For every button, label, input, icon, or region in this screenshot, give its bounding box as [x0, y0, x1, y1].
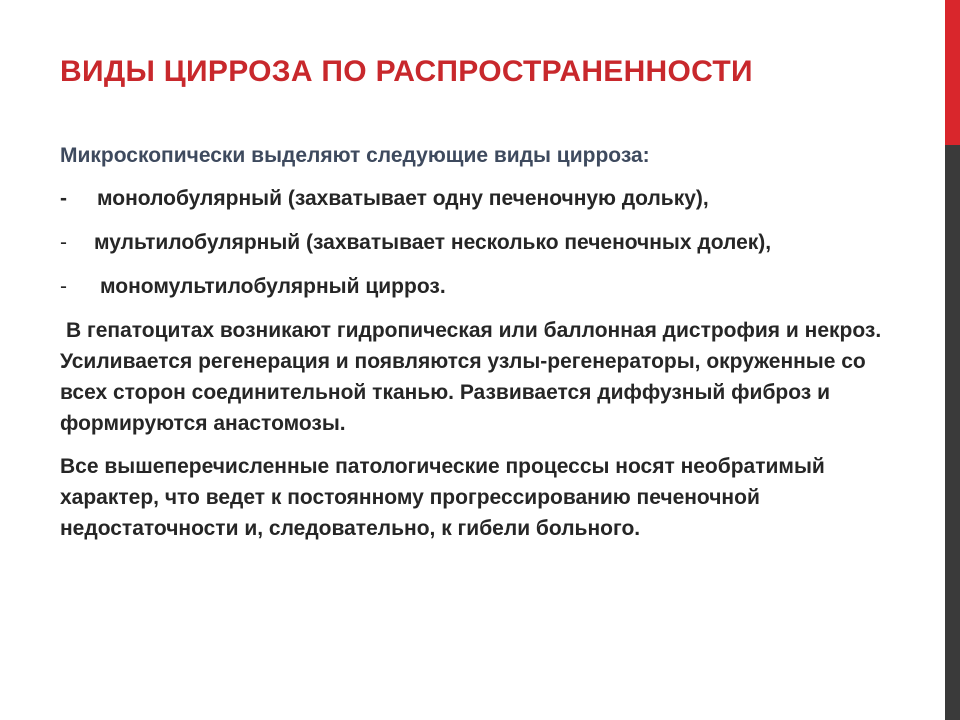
slide-title: ВИДЫ ЦИРРОЗА ПО РАСПРОСТРАНЕННОСТИ: [60, 55, 753, 88]
paragraph-conclusion: Все вышеперечисленные патологические процессы носят необратимый характер, что ведет к постоянному прогрессированию печеночной недостаточности и, следовательно, к гибели больного.: [60, 455, 825, 540]
cirrhosis-types-list: [60, 183, 890, 302]
list-item-multilobular: [60, 227, 890, 258]
intro-text: Микроскопически выделяют следующие виды цирроза:: [60, 144, 650, 167]
list-item-text: монолобулярный (захватывает одну печеночную дольку),: [97, 187, 709, 210]
list-item-text: мультилобулярный (захватывает несколько печеночных долек),: [94, 231, 772, 254]
dash-bullet: -: [60, 231, 67, 254]
list-item-monomultilobular: [60, 271, 890, 302]
dash-bullet: -: [60, 275, 67, 298]
accent-bar-dark: [945, 145, 960, 720]
list-item-text: мономультилобулярный цирроз.: [100, 275, 446, 298]
slide-body: [60, 140, 890, 556]
paragraph-pathogenesis: В гепатоцитах возникают гидропическая или баллонная дистрофия и некроз. Усиливается регенерация и появляются узлы-регенераторы, окруженные со всех сторон соединительной тканью. Развивается диффузный фиброз и формируются анастомозы.: [60, 319, 882, 435]
accent-bar-red: [945, 0, 960, 145]
list-item-monolobular: [60, 183, 890, 214]
dash-bullet: -: [60, 187, 67, 210]
